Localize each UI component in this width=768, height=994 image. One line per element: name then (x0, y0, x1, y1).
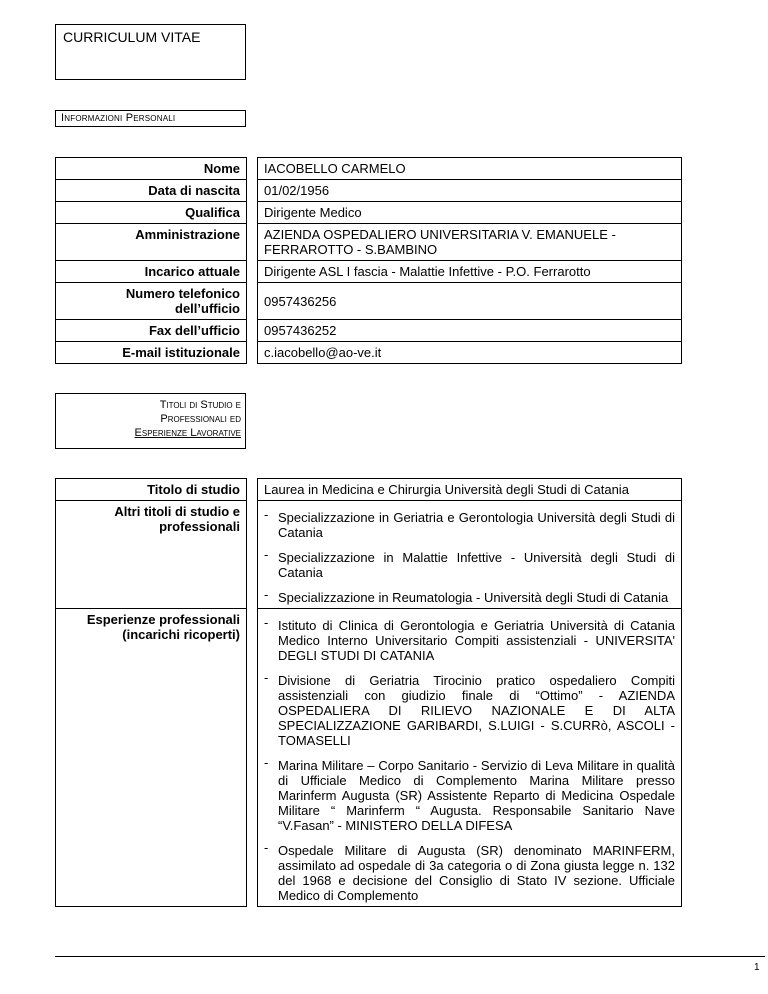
row-value: AZIENDA OSPEDALIERO UNIVERSITARIA V. EMANUELE - FERRAROTTO - S.BAMBINO (258, 224, 682, 261)
row-label: Fax dell’ufficio (56, 320, 247, 342)
esperienze-list (258, 609, 682, 907)
list-item: - Specializzazione in Geriatria e Gerontologia Università degli Studi di Catania (264, 507, 675, 540)
dash-mark: - (264, 507, 269, 522)
row-label: Numero telefonico dell’ufficio (56, 283, 247, 320)
table-row (56, 202, 682, 224)
list-item: - Marina Militare – Corpo Sanitario - Servizio di Leva Militare in qualità di Ufficiale Medico di Complemento Marina Militare presso Marinferm Augusta (SR) Assistente Reparto di Medicina Ospedale Militare “ Marinferm “ Augusta. Responsabile Sanitario Nave “V.Fasan” - MINISTERO DELLA DIFESA (264, 755, 675, 833)
row-label: Titolo di studio (56, 479, 247, 501)
titoli-table (55, 478, 682, 907)
titoli-heading-line: Titoli di Studio e (159, 399, 241, 411)
row-value: Dirigente Medico (258, 202, 682, 224)
row-label: Incarico attuale (56, 261, 247, 283)
dash-mark: - (264, 547, 269, 562)
list-item: - Specializzazione in Reumatologia - Università degli Studi di Catania (264, 587, 669, 605)
table-row (56, 261, 682, 283)
titoli-heading-line: Professionali ed (160, 413, 241, 425)
row-label: Nome (56, 158, 247, 180)
row-value: 0957436256 (258, 283, 682, 320)
row-value: Laurea in Medicina e Chirurgia Università degli Studi di Catania (258, 479, 682, 501)
row-label: Data di nascita (56, 180, 247, 202)
row-value: Dirigente ASL I fascia - Malattie Infettive - P.O. Ferrarotto (258, 261, 682, 283)
table-row (56, 224, 682, 261)
dash-mark: - (264, 755, 269, 770)
table-row (56, 501, 682, 609)
personal-info-table (55, 157, 682, 364)
dash-mark: - (264, 587, 269, 602)
altri-titoli-list (258, 501, 682, 609)
cv-title: CURRICULUM VITAE (63, 29, 201, 45)
titoli-heading-line: Esperienze Lavorative (134, 427, 241, 439)
personal-info-heading-box (55, 110, 246, 127)
dash-mark: - (264, 615, 269, 630)
table-row (56, 609, 682, 907)
row-label: Esperienze professionali (incarichi ricoperti) (56, 609, 247, 907)
table-row (56, 479, 682, 501)
row-value: 0957436252 (258, 320, 682, 342)
personal-info-heading: Informazioni Personali (61, 112, 176, 124)
list-item: - Ospedale Militare di Augusta (SR) denominato MARINFERM, assimilato ad ospedale di 3a categoria o di Zona giusta legge n. 132 del 1968 e decisione del Consiglio di Stato IV sezione. Ufficiale Medico di Complemento (264, 840, 675, 903)
table-row (56, 283, 682, 320)
titoli-heading-box (55, 393, 246, 449)
table-row (56, 342, 682, 364)
row-label: Qualifica (56, 202, 247, 224)
row-label: Amministrazione (56, 224, 247, 261)
row-value: IACOBELLO CARMELO (258, 158, 682, 180)
table-row (56, 180, 682, 202)
row-label: E-mail istituzionale (56, 342, 247, 364)
list-item: - Istituto di Clinica di Gerontologia e Geriatria Università di Catania Medico Interno Universitario Compiti assistenziali - UNIVERSITA' DEGLI STUDI DI CATANIA (264, 615, 675, 663)
list-item: - Divisione di Geriatria Tirocinio pratico ospedaliero Compiti assistenziali con giudizio finale di “Ottimo” - AZIENDA OSPEDALIERA DI RILIEVO NAZIONALE E DI ALTA SPECIALIZZAZIONE GARIBARDI, S.LUIGI - S.CURRò, ASCOLI - TOMASELLI (264, 670, 675, 748)
footer-divider (55, 956, 765, 957)
row-value: c.iacobello@ao-ve.it (258, 342, 682, 364)
cv-title-box (55, 24, 246, 80)
page-number: 1 (754, 962, 760, 973)
dash-mark: - (264, 670, 269, 685)
row-label: Altri titoli di studio e professionali (56, 501, 247, 609)
table-row (56, 320, 682, 342)
row-value: 01/02/1956 (258, 180, 682, 202)
list-item: - Specializzazione in Malattie Infettive - Università degli Studi di Catania (264, 547, 675, 580)
table-row (56, 158, 682, 180)
dash-mark: - (264, 840, 269, 855)
